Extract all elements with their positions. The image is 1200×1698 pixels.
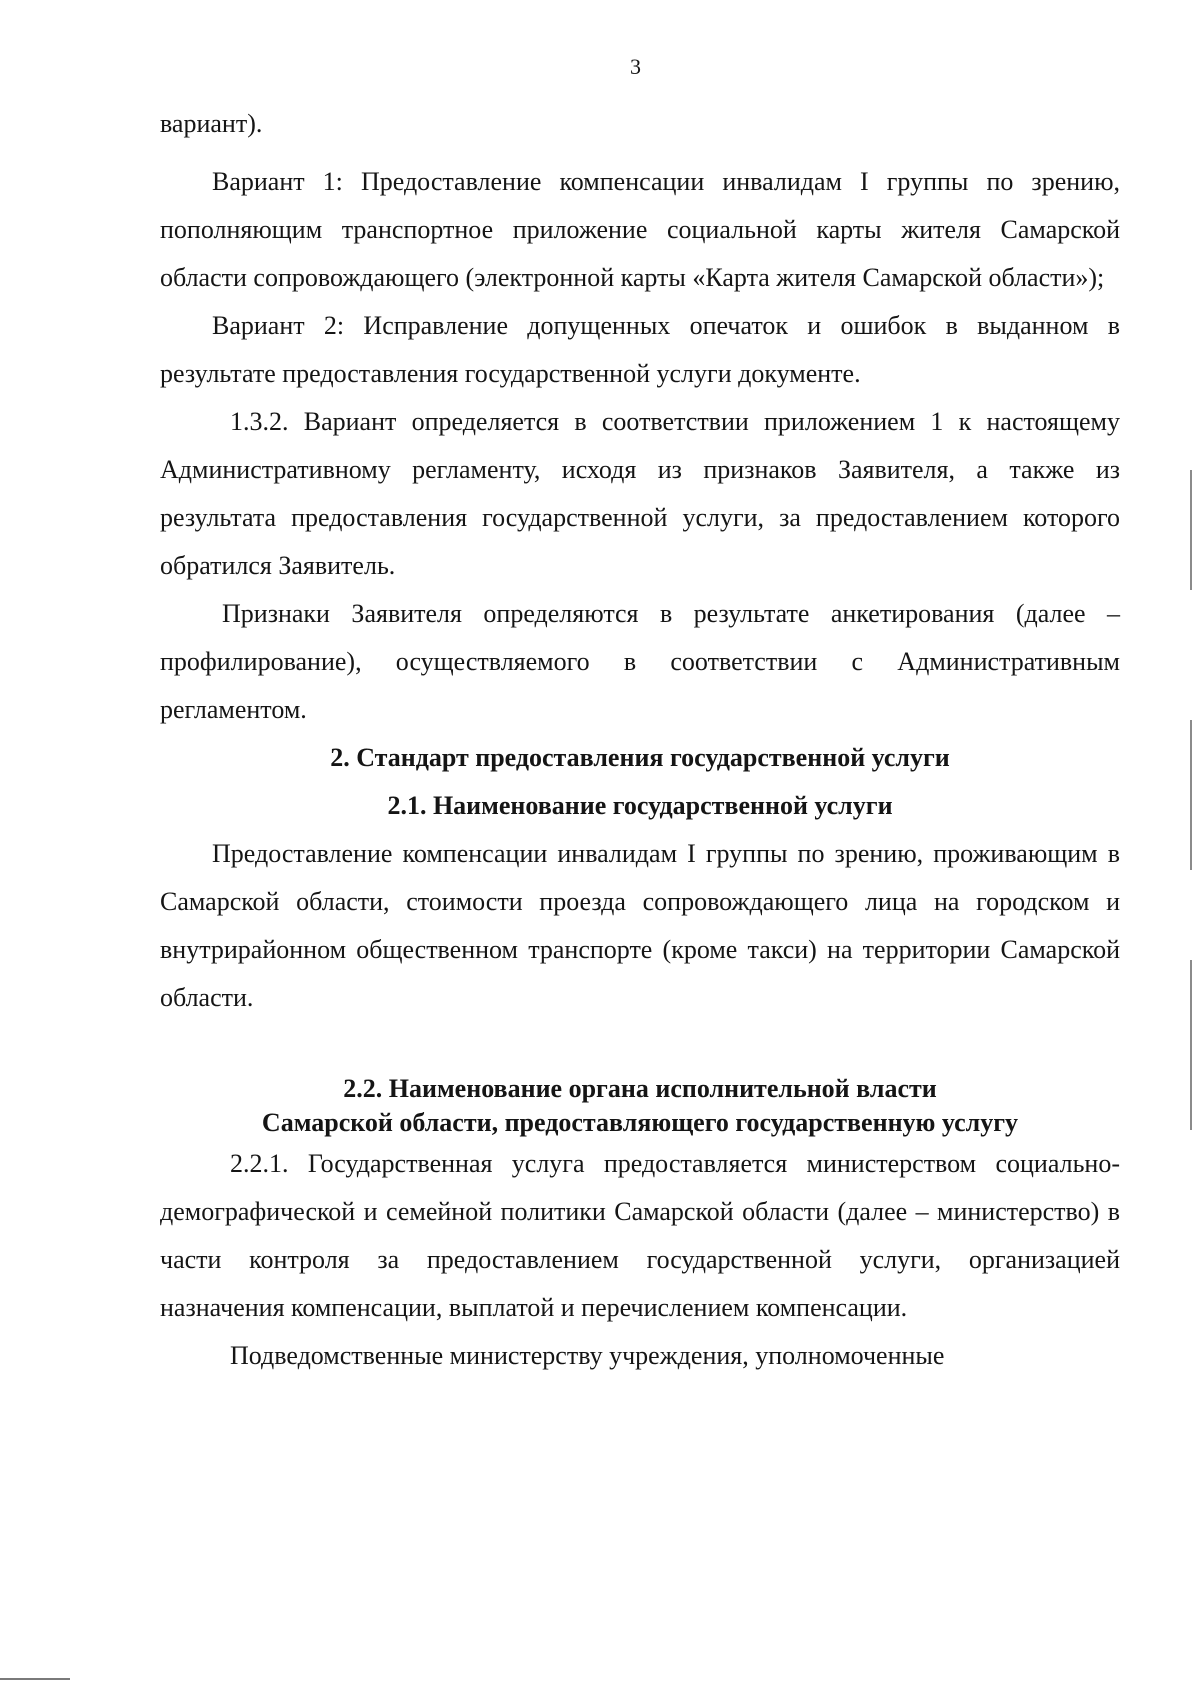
section-heading-2-1: 2.1. Наименование государственной услуги [387,791,893,820]
section-heading-2-2-line-1: 2.2. Наименование органа исполнительной власти [343,1074,937,1103]
paragraph-service-name: Предоставление компенсации инвалидам I группы по зрению, проживающим в Самарской области, стоимости проезда сопровождающего лица на городском и внутрирайонном общественном транспорте (кроме такси) на территории Самарской области. [160,839,1120,1012]
page-number: 3 [630,54,642,79]
paragraph-subordinate-institutions: Подведомственные министерству учреждения, уполномоченные [230,1341,945,1370]
paragraph-variant-2: Вариант 2: Исправление допущенных опечаток и ошибок в выданном в результате предоставления государственной услуги документе. [160,311,1120,388]
section-heading-2-2 [160,1072,1120,1140]
scan-edge-mark [1190,470,1192,590]
paragraph-continuation: вариант). [160,109,263,138]
paragraph-1-3-2: 1.3.2. Вариант определяется в соответствии приложением 1 к настоящему Административному регламенту, исходя из признаков Заявителя, а также из результата предоставления государственной услуги, за предоставлением которого обратился Заявитель. [160,407,1120,580]
section-heading-2-2-line-2: Самарской области, предоставляющего государственную услугу [261,1108,1019,1137]
section-heading-2: 2. Стандарт предоставления государственной услуги [330,743,950,772]
scan-edge-mark [1190,960,1192,1130]
paragraph-2-2-1: 2.2.1. Государственная услуга предоставляется министерством социально-демографической и семейной политики Самарской области (далее – министерство) в части контроля за предоставлением государственной услуги, организацией назначения компенсации, выплатой и перечислением компенсации. [160,1149,1120,1322]
scan-edge-mark [1190,720,1192,870]
document-body [160,100,1120,1380]
paragraph-applicant-criteria: Признаки Заявителя определяются в результате анкетирования (далее – профилирование), осуществляемого в соответствии с Административным регламентом. [160,599,1120,724]
scan-bottom-mark [0,1678,70,1680]
paragraph-variant-1: Вариант 1: Предоставление компенсации инвалидам I группы по зрению, пополняющим транспортное приложение социальной карты жителя Самарской области сопровождающего (электронной карты «Карта жителя Самарской области»); [160,167,1120,292]
